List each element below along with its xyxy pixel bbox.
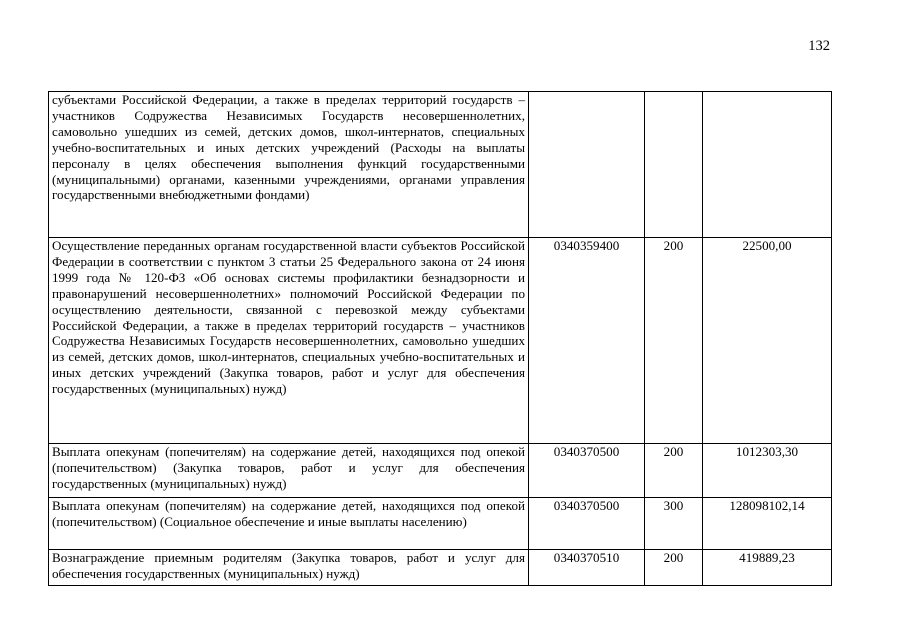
row-code: 0340370500 [529,444,645,498]
table-row [49,238,832,444]
row-amount: 22500,00 [703,238,832,444]
row-amount [703,92,832,238]
row-description: субъектами Российской Федерации, а также в пределах территорий государств – участников Содружества Независимых Государств несовершеннолетних, самовольно ушедших из семей, детских домов, школ-интернатов, специальных учебно-воспитательных и иных детских учреждений (Расходы на выплаты персоналу в целях обеспечения выполнения функций государственными (муниципальными) органами, казенными учреждениями, органами управления государственными внебюджетными фондами) [49,92,529,238]
table-row [49,444,832,498]
budget-table [48,91,832,586]
row-description: Выплата опекунам (попечителям) на содержание детей, находящихся под опекой (попечительством) (Социальное обеспечение и иные выплаты населению) [49,498,529,550]
row-code: 0340359400 [529,238,645,444]
page-number: 132 [808,38,830,54]
row-amount: 128098102,14 [703,498,832,550]
row-expense-type: 200 [645,444,703,498]
row-amount: 419889,23 [703,550,832,586]
row-description: Вознаграждение приемным родителям (Закупка товаров, работ и услуг для обеспечения государственных (муниципальных) нужд) [49,550,529,586]
row-code: 0340370510 [529,550,645,586]
row-description: Выплата опекунам (попечителям) на содержание детей, находящихся под опекой (попечительством) (Закупка товаров, работ и услуг для обеспечения государственных (муниципальных) нужд) [49,444,529,498]
row-code: 0340370500 [529,498,645,550]
table-row [49,550,832,586]
row-expense-type: 200 [645,238,703,444]
row-expense-type [645,92,703,238]
row-expense-type: 200 [645,550,703,586]
table-row [49,498,832,550]
row-amount: 1012303,30 [703,444,832,498]
row-expense-type: 300 [645,498,703,550]
row-description: Осуществление переданных органам государственной власти субъектов Российской Федерации в соответствии с пунктом 3 статьи 25 Федерального закона от 24 июня 1999 года № 120-ФЗ «Об основах системы профилактики безнадзорности и правонарушений несовершеннолетних» полномочий Российской Федерации по осуществлению деятельности, связанной с перевозкой между субъектами Российской Федерации, а также в пределах территорий государств – участников Содружества Независимых Государств несовершеннолетних, самовольно ушедших из семей, детских домов, школ-интернатов, специальных учебно-воспитательных и иных детских учреждений (Закупка товаров, работ и услуг для обеспечения государственных (муниципальных) нужд) [49,238,529,444]
table-row [49,92,832,238]
row-code [529,92,645,238]
